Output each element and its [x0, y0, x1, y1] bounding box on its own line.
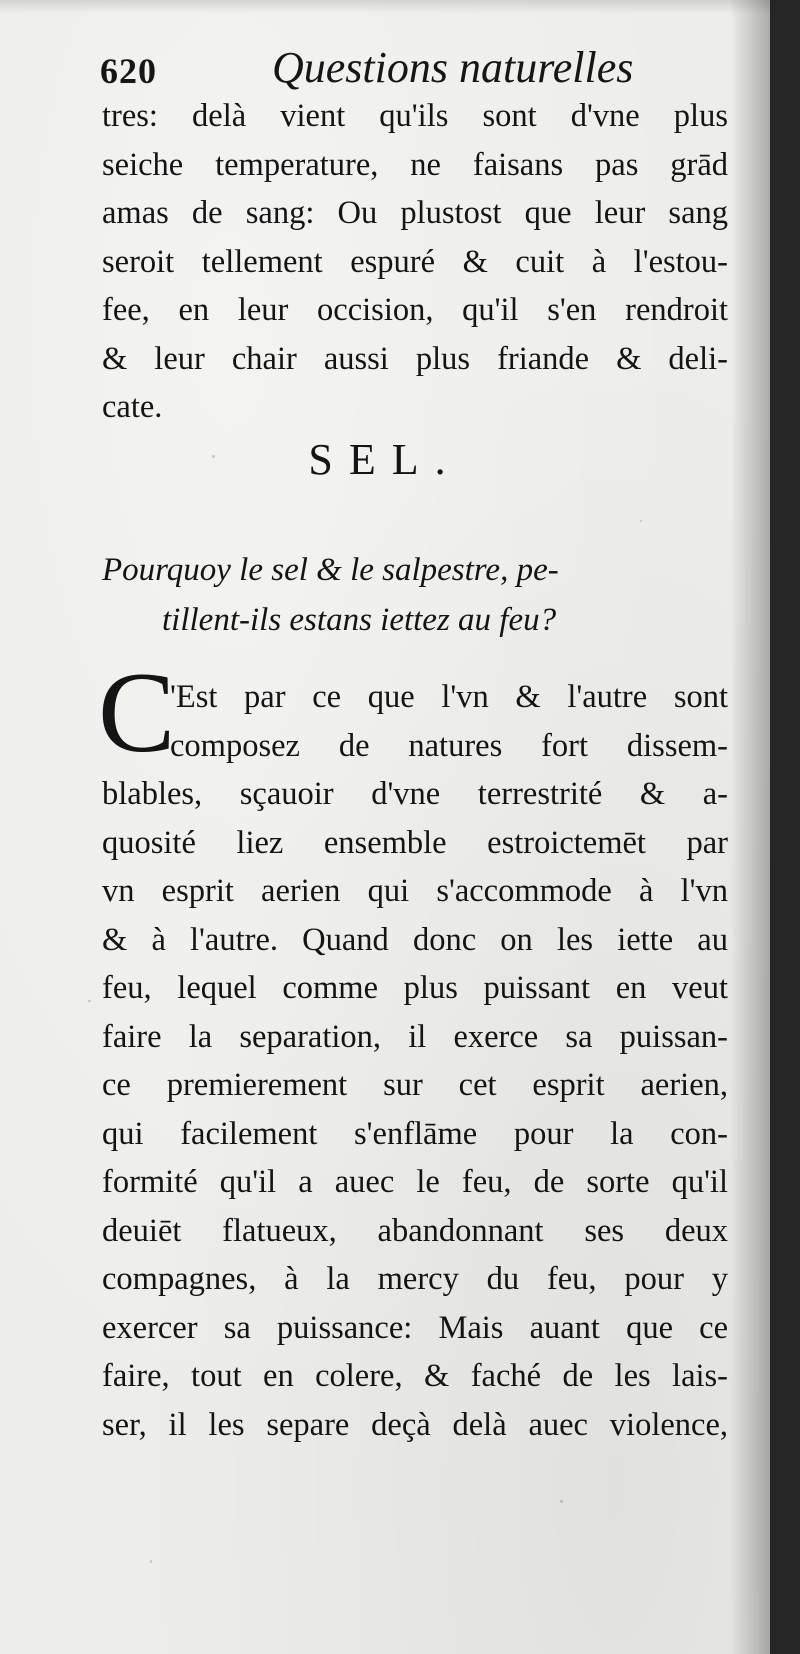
text-line: ser, il les separe deçà delà auec violence,	[102, 1406, 728, 1443]
text-line: seroit tellement espuré & cuit à l'estou-	[102, 243, 728, 280]
page-number: 620	[100, 51, 157, 91]
text-line: blables, sçauoir d'vne terrestrité & a-	[102, 776, 728, 812]
section-heading: SEL.	[308, 435, 462, 484]
answer-paragraph	[102, 770, 728, 1449]
question-line: tillent-ils estans iettez au feu?	[162, 602, 557, 638]
running-title: Questions naturelles	[272, 43, 634, 92]
answer-opening	[170, 673, 728, 770]
text-line: exercer sa puissance: Mais auant que ce	[102, 1309, 728, 1346]
text-line: faire la separation, il exerce sa puissan-	[102, 1018, 728, 1055]
text-line: qui facilement s'enflāme pour la con-	[102, 1115, 728, 1152]
text-line: fee, en leur occision, qu'il s'en rendroit	[102, 292, 728, 328]
text-line: 'Est par ce que l'vn & l'autre sont	[170, 679, 728, 715]
text-line: compagnes, à la mercy du feu, pour y	[102, 1261, 728, 1297]
question-heading	[102, 545, 728, 645]
paper-speck	[560, 1500, 563, 1503]
text-line: amas de sang: Ou plustost que leur sang	[102, 195, 728, 231]
text-line: feu, lequel comme plus puissant en veut	[102, 970, 728, 1006]
paper-speck	[88, 1000, 91, 1002]
text-line: quosité liez ensemble estroictemēt par	[102, 824, 728, 861]
paper-speck	[150, 1560, 152, 1563]
page-top-edge	[0, 0, 770, 14]
text-line: ce premierement sur cet esprit aerien,	[102, 1067, 728, 1103]
text-line: faire, tout en colere, & faché de les lais-	[102, 1358, 728, 1394]
continued-paragraph	[102, 92, 728, 432]
text-line: composez de natures fort dissem-	[170, 727, 728, 764]
text-line: tres: delà vient qu'ils sont d'vne plus	[102, 98, 728, 134]
text-line: vn esprit aerien qui s'accommode à l'vn	[102, 873, 728, 909]
text-line: & leur chair aussi plus friande & deli-	[102, 340, 728, 377]
text-line: formité qu'il a auec le feu, de sorte qu'il	[102, 1164, 728, 1200]
gutter-shadow	[730, 0, 770, 1654]
text-line: cate.	[102, 389, 163, 425]
question-line: Pourquoy le sel & le salpestre, pe-	[102, 552, 559, 588]
text-line: & à l'autre. Quand donc on les iette au	[102, 921, 728, 958]
text-line: deuiēt flatueux, abandonnant ses deux	[102, 1212, 728, 1249]
paper-speck	[640, 520, 642, 522]
paper-speck	[212, 455, 215, 458]
drop-cap: C	[98, 649, 176, 777]
text-line: seiche temperature, ne faisans pas grād	[102, 146, 728, 183]
